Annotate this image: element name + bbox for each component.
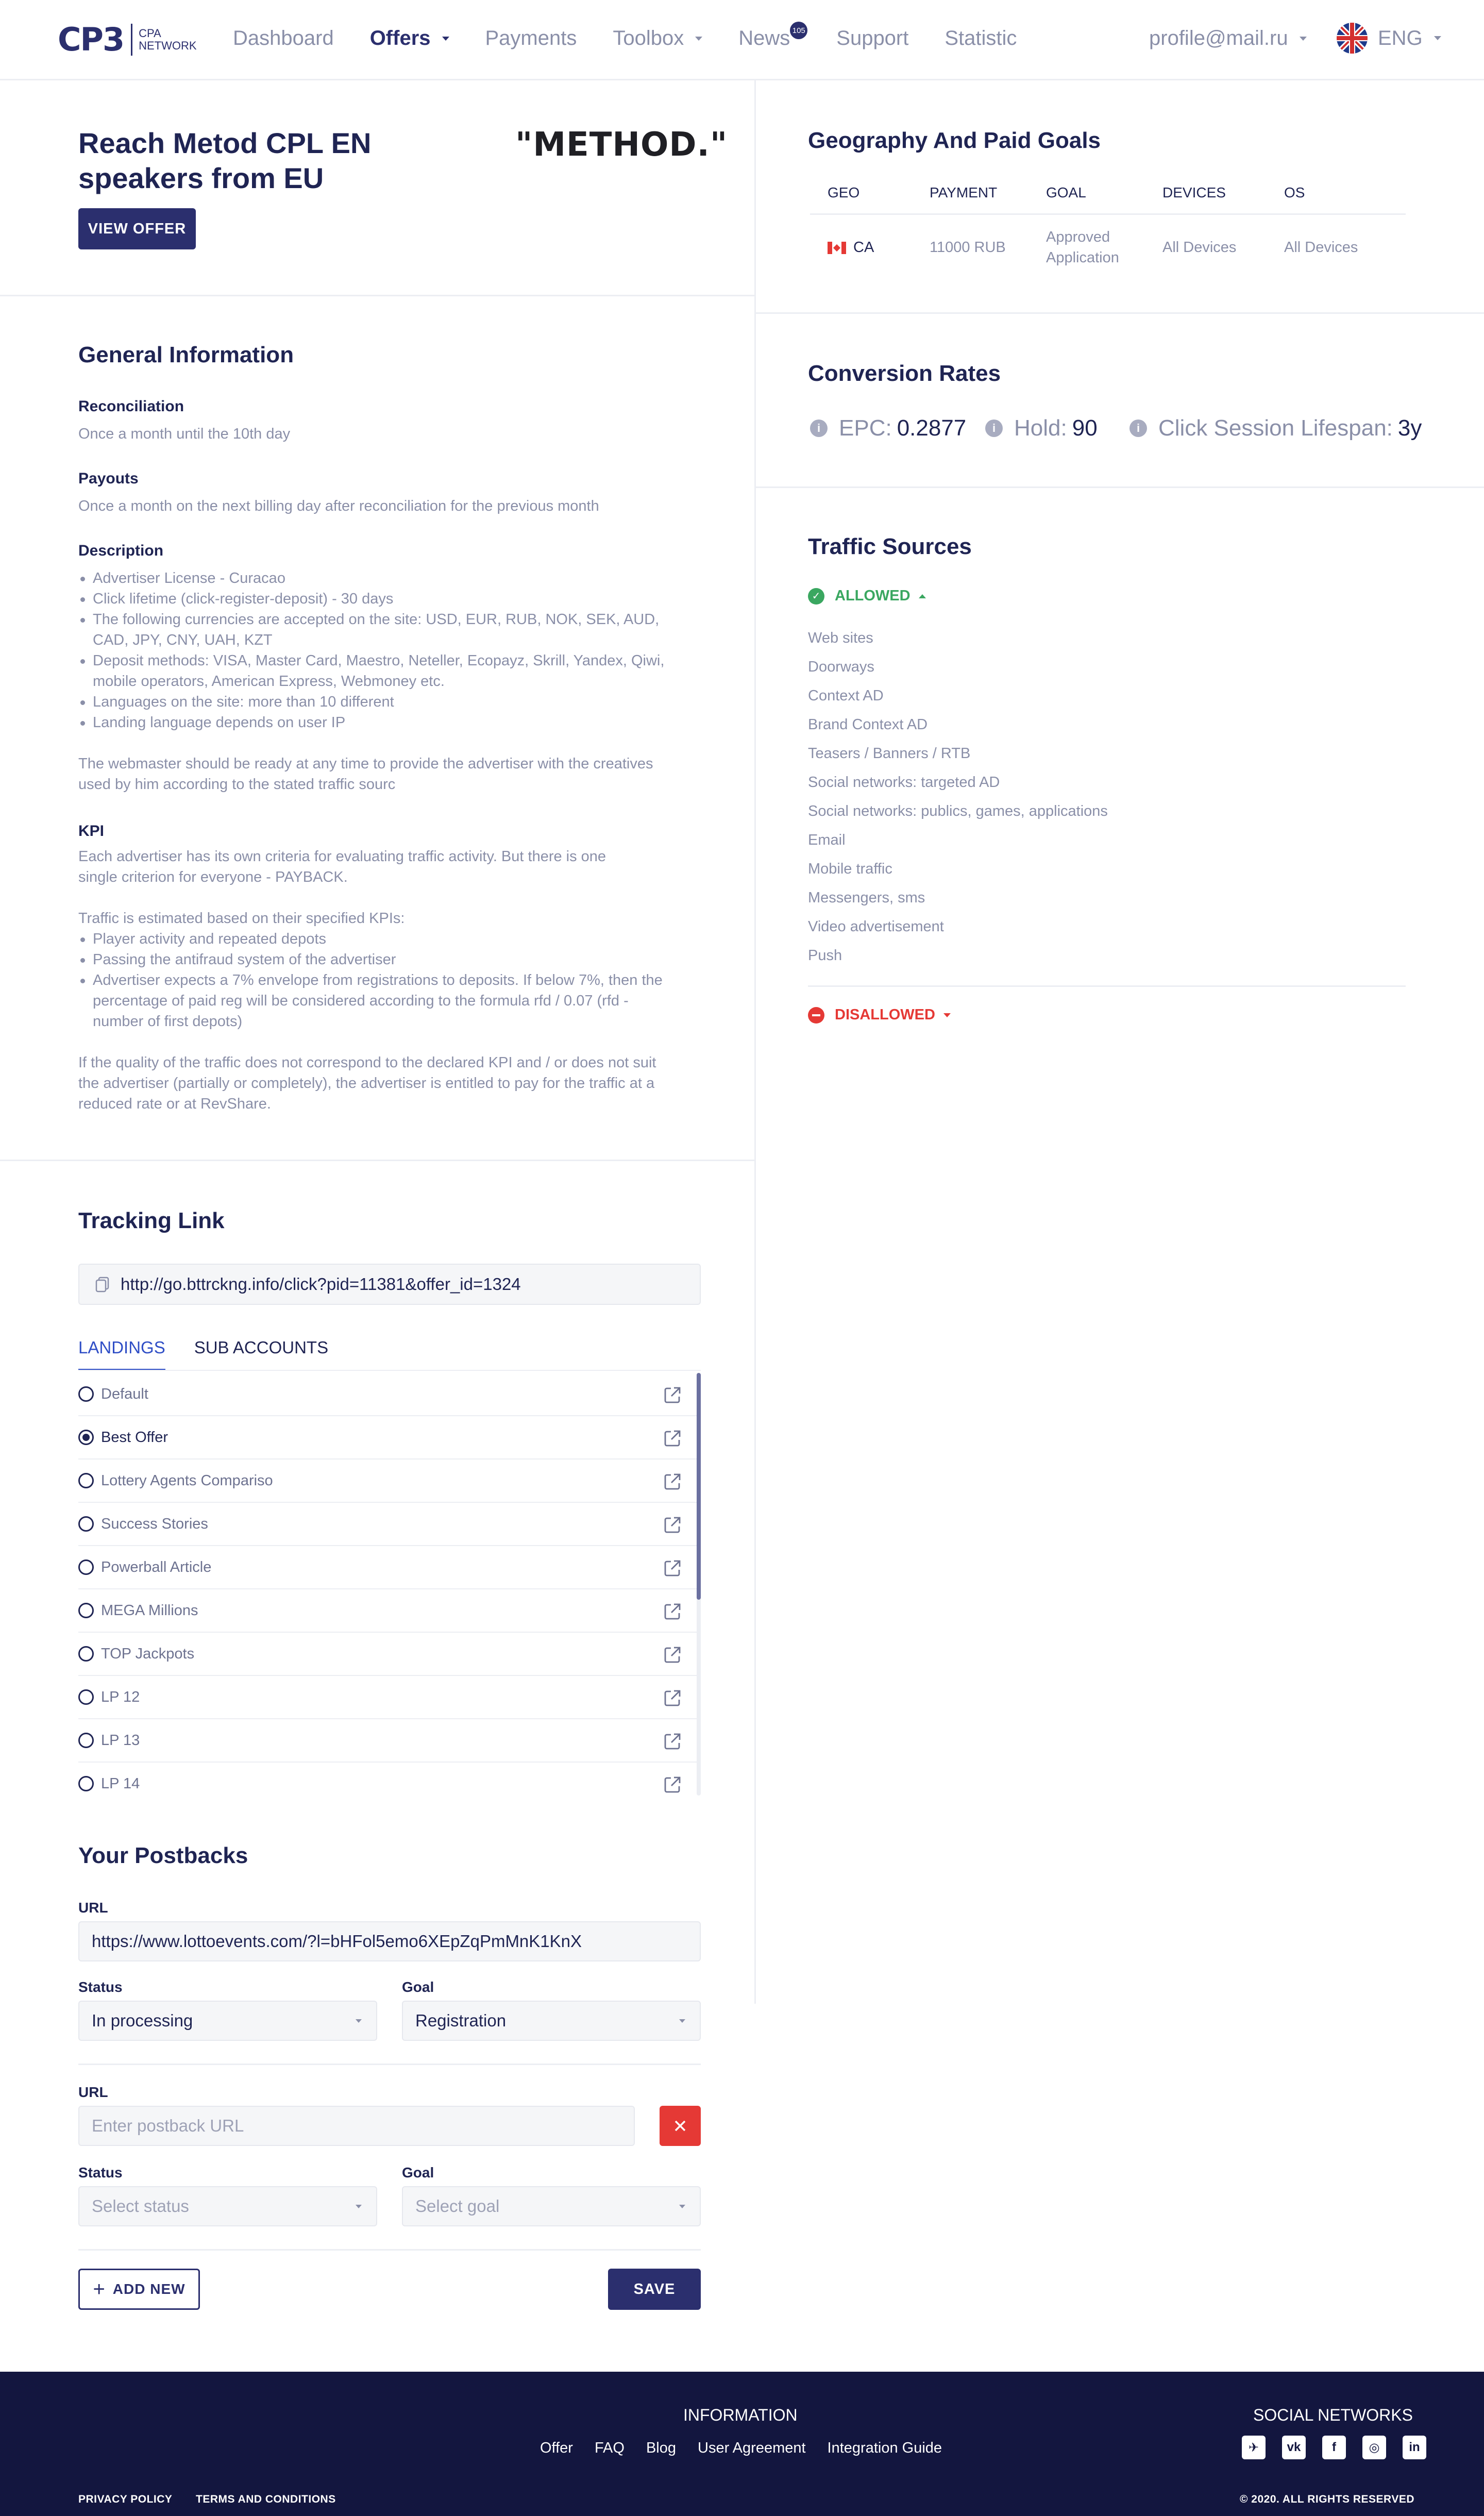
- canada-flag-icon: [828, 242, 846, 254]
- goal-select[interactable]: Registration: [402, 2001, 701, 2041]
- facebook-icon[interactable]: f: [1322, 2436, 1346, 2459]
- vk-icon[interactable]: vk: [1282, 2436, 1306, 2459]
- nav-support[interactable]: Support: [836, 27, 909, 49]
- nav-toolbox[interactable]: Toolbox: [613, 27, 702, 50]
- info-icon[interactable]: i: [1129, 420, 1147, 437]
- list-item: Social networks: publics, games, applications: [808, 803, 1108, 819]
- logo-divider: [131, 24, 132, 56]
- status-label: Status: [78, 2165, 123, 2180]
- footer-link-faq[interactable]: FAQ: [594, 2440, 625, 2456]
- geo-cell-payment: 11000 RUB: [930, 239, 1006, 256]
- list-item: Passing the antifraud system of the advertiser: [78, 949, 671, 970]
- footer-link-offer[interactable]: Offer: [540, 2440, 573, 2456]
- list-item: Player activity and repeated depots: [78, 929, 671, 949]
- privacy-policy-link[interactable]: PRIVACY POLICY: [78, 2493, 173, 2505]
- allowed-sources-list: [808, 628, 1108, 974]
- external-link-icon[interactable]: [663, 1385, 682, 1405]
- footer-links: [540, 2440, 964, 2457]
- list-item: Mobile traffic: [808, 861, 892, 877]
- table-divider: [810, 213, 1406, 215]
- footer-info-title: INFORMATION: [683, 2406, 798, 2424]
- list-item: Landing language depends on user IP: [78, 712, 671, 733]
- column-divider: [754, 80, 756, 2004]
- status-select[interactable]: In processing: [78, 2001, 377, 2041]
- goal-label: Goal: [402, 2165, 434, 2180]
- footer: [0, 2372, 1484, 2516]
- chevron-down-icon: [679, 2205, 685, 2208]
- radio-button[interactable]: [78, 1776, 94, 1791]
- geo-cell-goal: Approved Application: [1046, 229, 1119, 266]
- goal-select[interactable]: Select goal: [402, 2186, 701, 2226]
- payouts-label: Payouts: [78, 470, 139, 487]
- terms-link[interactable]: TERMS AND CONDITIONS: [196, 2493, 336, 2505]
- close-icon: [672, 2118, 688, 2134]
- chevron-down-icon: [442, 37, 449, 41]
- external-link-icon[interactable]: [663, 1602, 682, 1621]
- list-item: Email: [808, 832, 846, 848]
- nav-offers[interactable]: Offers: [370, 27, 449, 50]
- list-item: Video advertisement: [808, 918, 944, 935]
- description-list: [78, 568, 671, 733]
- radio-button[interactable]: [78, 1386, 94, 1402]
- postback-url-input[interactable]: https://www.lottoevents.com/?l=bHFol5emo6XEpZqPmMnK1KnX: [78, 1921, 701, 1961]
- divider: [0, 295, 754, 296]
- view-offer-button[interactable]: VIEW OFFER: [78, 208, 196, 249]
- info-icon[interactable]: i: [810, 420, 828, 437]
- epc-stat: i EPC: 0.2877: [810, 415, 966, 441]
- language-switcher[interactable]: ENG: [1337, 23, 1441, 54]
- tracking-title: Tracking Link: [78, 1208, 225, 1233]
- nav-news[interactable]: News 105: [738, 27, 790, 50]
- delete-postback-button[interactable]: [660, 2106, 701, 2146]
- list-item: Context AD: [808, 687, 884, 704]
- radio-button[interactable]: [78, 1473, 94, 1488]
- list-item[interactable]: Default: [78, 1373, 701, 1416]
- tracking-link-url: http://go.bttrckng.info/click?pid=11381&offer_id=1324: [121, 1274, 521, 1294]
- chevron-down-icon: [679, 2019, 685, 2023]
- footer-link-integration-guide[interactable]: Integration Guide: [827, 2440, 942, 2456]
- tabs-divider: [78, 1370, 701, 1371]
- allowed-toggle[interactable]: ✓ ALLOWED: [808, 588, 926, 605]
- main-nav: [233, 27, 1053, 50]
- description-note: The webmaster should be ready at any time to provide the advertiser with the creatives used by him according to the stated traffic sourc: [78, 756, 653, 793]
- list-item[interactable]: LP 14: [78, 1763, 701, 1796]
- external-link-icon[interactable]: [663, 1775, 682, 1794]
- list-item[interactable]: Best Offer: [78, 1416, 701, 1460]
- radio-button[interactable]: [78, 1516, 94, 1532]
- list-item: Advertiser License - Curacao: [78, 568, 671, 589]
- list-item[interactable]: Success Stories: [78, 1503, 701, 1546]
- kpi-label: KPI: [78, 823, 105, 840]
- chevron-down-icon: [943, 1013, 951, 1017]
- chevron-down-icon: [1434, 36, 1441, 40]
- logo-sub-line-1: CPA: [139, 26, 161, 40]
- radio-button[interactable]: [78, 1733, 94, 1748]
- external-link-icon[interactable]: [663, 1688, 682, 1708]
- geo-cell-devices: All Devices: [1162, 239, 1237, 256]
- list-item[interactable]: TOP Jackpots: [78, 1633, 701, 1676]
- status-label: Status: [78, 1979, 123, 1995]
- list-item[interactable]: Lottery Agents Compariso: [78, 1460, 701, 1503]
- geo-col-geo: GEO: [828, 184, 860, 200]
- geo-col-goal: GOAL: [1046, 184, 1086, 200]
- divider: [78, 2064, 701, 2065]
- brand-logo-text: "METHOD.": [515, 126, 728, 164]
- social-icons: [1225, 2436, 1426, 2459]
- info-icon[interactable]: i: [985, 420, 1003, 437]
- radio-button[interactable]: [78, 1689, 94, 1705]
- save-button[interactable]: SAVE: [608, 2269, 701, 2310]
- kpi-list: [78, 929, 671, 1032]
- goal-label: Goal: [402, 1979, 434, 1995]
- url-label: URL: [78, 2084, 108, 2100]
- list-item[interactable]: LP 13: [78, 1719, 701, 1763]
- copy-icon[interactable]: [94, 1276, 111, 1293]
- description-label: Description: [78, 542, 164, 559]
- footer-link-blog[interactable]: Blog: [646, 2440, 676, 2456]
- footer-link-user-agreement[interactable]: User Agreement: [698, 2440, 806, 2456]
- scrollbar-thumb[interactable]: [697, 1373, 701, 1600]
- kpi-text: Each advertiser has its own criteria for evaluating traffic activity. But there is one single criterion for everyone - PAYBACK.: [78, 848, 606, 885]
- external-link-icon[interactable]: [663, 1732, 682, 1751]
- profile-menu[interactable]: profile@mail.ru: [1149, 27, 1307, 50]
- landings-list: [78, 1373, 701, 1796]
- offer-title: Reach Metod CPL EN speakers from EU: [78, 127, 372, 194]
- check-icon: ✓: [808, 588, 824, 605]
- external-link-icon[interactable]: [663, 1515, 682, 1535]
- geo-title: Geography And Paid Goals: [808, 128, 1101, 153]
- list-item: Deposit methods: VISA, Master Card, Maestro, Neteller, Ecopayz, Skrill, Yandex, Qiwi, mobile operators, American Express, Webmoney etc.: [78, 650, 671, 692]
- geo-col-devices: DEVICES: [1162, 184, 1226, 200]
- list-item: Teasers / Banners / RTB: [808, 745, 971, 762]
- general-info-title: General Information: [78, 342, 294, 367]
- news-count-badge: 105: [790, 22, 807, 39]
- geo-cell-os: All Devices: [1284, 239, 1358, 256]
- divider: [78, 2249, 701, 2251]
- list-item[interactable]: MEGA Millions: [78, 1589, 701, 1633]
- conversion-title: Conversion Rates: [808, 361, 1001, 386]
- tab-sub-accounts[interactable]: SUB ACCOUNTS: [194, 1338, 329, 1357]
- disallowed-toggle[interactable]: DISALLOWED: [808, 1007, 951, 1024]
- tab-landings[interactable]: LANDINGS: [78, 1338, 165, 1371]
- linkedin-icon[interactable]: in: [1403, 2436, 1426, 2459]
- divider: [808, 985, 1406, 987]
- instagram-icon[interactable]: ◎: [1362, 2436, 1386, 2459]
- list-item: Push: [808, 947, 842, 964]
- copyright: © 2020. ALL RIGHTS RESERVED: [1240, 2493, 1415, 2505]
- kpi-intro: Traffic is estimated based on their specified KPIs:: [78, 910, 405, 927]
- hold-stat: i Hold: 90: [985, 415, 1098, 441]
- list-item: Languages on the site: more than 10 different: [78, 692, 671, 712]
- session-stat: i Click Session Lifespan: 3y: [1129, 415, 1422, 441]
- reconciliation-text: Once a month until the 10th day: [78, 426, 291, 442]
- list-item[interactable]: Powerball Article: [78, 1546, 701, 1589]
- top-navbar: [0, 0, 1484, 80]
- url-label: URL: [78, 1900, 108, 1916]
- nav-statistic[interactable]: Statistic: [945, 27, 1017, 49]
- radio-button[interactable]: [78, 1646, 94, 1662]
- logo[interactable]: [58, 21, 197, 58]
- external-link-icon[interactable]: [663, 1645, 682, 1665]
- chevron-up-icon: [919, 594, 926, 598]
- list-item: Social networks: targeted AD: [808, 774, 1000, 791]
- kpi-note: If the quality of the traffic does not correspond to the declared KPI and / or does not suit the advertiser (partially or completely), the advertiser is entitled to pay for the traffic at a reduced rate or at RevShare.: [78, 1054, 656, 1112]
- list-item: Click lifetime (click-register-deposit) - 30 days: [78, 589, 671, 609]
- geo-col-payment: PAYMENT: [930, 184, 998, 200]
- nav-payments[interactable]: Payments: [485, 27, 577, 49]
- tracking-tabs: [78, 1338, 357, 1371]
- chevron-down-icon: [1300, 37, 1307, 41]
- status-select[interactable]: Select status: [78, 2186, 377, 2226]
- list-item: Advertiser expects a 7% envelope from registrations to deposits. If below 7%, then the percentage of paid reg will be considered according to the formula rfd / 0.07 (rfd - number of first depots): [78, 970, 671, 1032]
- chevron-down-icon: [356, 2019, 362, 2023]
- geo-col-os: OS: [1284, 184, 1305, 200]
- external-link-icon[interactable]: [663, 1429, 682, 1448]
- minus-icon: [808, 1007, 824, 1024]
- add-new-button[interactable]: + ADD NEW: [78, 2269, 200, 2310]
- tracking-link-field[interactable]: [78, 1264, 701, 1305]
- postbacks-title: Your Postbacks: [78, 1843, 248, 1868]
- divider: [756, 312, 1484, 314]
- telegram-icon[interactable]: ✈: [1242, 2436, 1266, 2459]
- list-item: Doorways: [808, 659, 874, 675]
- list-item: Messengers, sms: [808, 890, 925, 906]
- list-item: Brand Context AD: [808, 716, 928, 733]
- traffic-title: Traffic Sources: [808, 534, 972, 559]
- radio-button[interactable]: [78, 1559, 94, 1575]
- logo-mark: CP3: [58, 21, 124, 58]
- logo-sub-line-2: NETWORK: [139, 39, 197, 52]
- divider: [756, 487, 1484, 488]
- logo-subtitle: [139, 27, 196, 52]
- payouts-text: Once a month on the next billing day after reconciliation for the previous month: [78, 498, 599, 514]
- divider: [0, 1160, 754, 1161]
- list-item: The following currencies are accepted on the site: USD, EUR, RUB, NOK, SEK, AUD, CAD, JPY, CNY, UAH, KZT: [78, 609, 671, 650]
- chevron-down-icon: [356, 2205, 362, 2208]
- radio-button[interactable]: [78, 1603, 94, 1618]
- postback-url-input[interactable]: Enter postback URL: [78, 2106, 635, 2146]
- uk-flag-icon: [1337, 23, 1368, 54]
- nav-dashboard[interactable]: Dashboard: [233, 27, 334, 49]
- plus-icon: +: [93, 2277, 106, 2301]
- list-item: Web sites: [808, 630, 873, 646]
- external-link-icon[interactable]: [663, 1472, 682, 1491]
- list-item[interactable]: LP 12: [78, 1676, 701, 1719]
- external-link-icon[interactable]: [663, 1558, 682, 1578]
- radio-button[interactable]: [78, 1430, 94, 1445]
- reconciliation-label: Reconciliation: [78, 398, 184, 415]
- geo-cell-country: CA: [828, 237, 874, 258]
- chevron-down-icon: [695, 37, 702, 41]
- footer-social-title: SOCIAL NETWORKS: [1253, 2406, 1413, 2424]
